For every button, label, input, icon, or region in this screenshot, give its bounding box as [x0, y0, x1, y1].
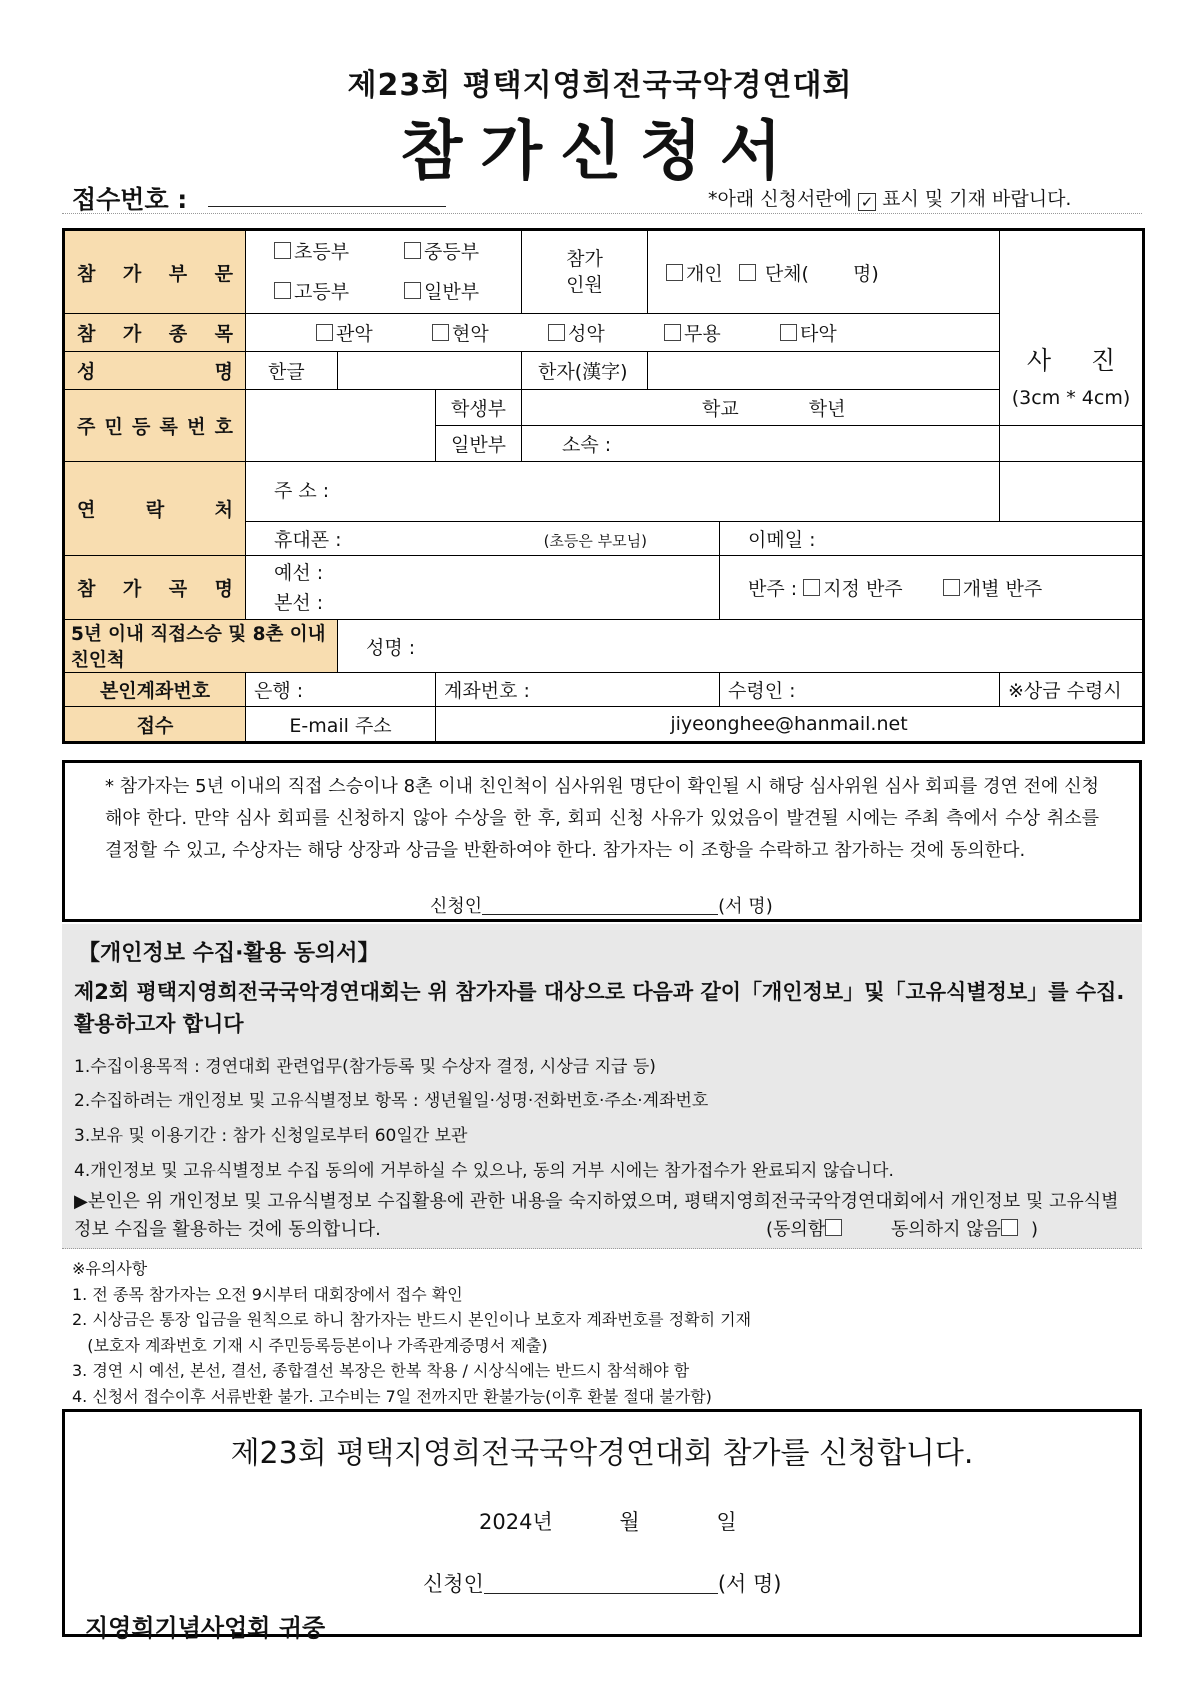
receipt-number-field[interactable] — [208, 206, 446, 207]
checkbox-icon[interactable] — [666, 264, 683, 281]
checkbox-icon[interactable] — [316, 324, 333, 341]
checkmark-icon: ✓ — [858, 193, 876, 211]
privacy-item: 4.개인정보 및 고유식별정보 수집 동의에 거부하실 수 있으나, 동의 거부 시에는 참가접수가 완료되지 않습니다. — [74, 1161, 894, 1181]
relation-name-field[interactable]: 성명 : — [338, 620, 1144, 673]
email-address-link[interactable]: jiyeonghee@hanmail.net — [436, 707, 1144, 743]
checkbox-icon[interactable] — [404, 242, 421, 259]
contact-label: 연 락 처 — [64, 462, 246, 556]
application-signature: 신청인 (서 명) — [423, 1572, 782, 1596]
checkbox-icon[interactable] — [404, 282, 421, 299]
piece-label: 참 가 곡 명 — [64, 556, 246, 620]
account-label: 본인계좌번호 — [64, 673, 246, 707]
division-label-text: 참 가 부 문 — [77, 262, 233, 285]
accomp-individual-option[interactable]: 개별 반주 — [943, 578, 1042, 600]
checkbox-icon[interactable] — [803, 579, 820, 596]
photo-area[interactable] — [1000, 230, 1144, 426]
individual-option[interactable]: 개인 — [666, 263, 723, 285]
group-unit: 명) — [852, 262, 879, 285]
privacy-item: 3.보유 및 이용기간 : 참가 신청일로부터 60일간 보관 — [74, 1126, 468, 1146]
instruction-note: *아래 신청서란에 ✓ 표시 및 기재 바랍니다. — [708, 188, 1072, 211]
name-label: 성 명 — [64, 352, 246, 390]
application-statement-box — [62, 1409, 1142, 1642]
student-label: 학생부 — [436, 390, 522, 426]
piece-fields[interactable] — [246, 556, 720, 620]
privacy-intro: 제2회 평택지영희전국국악경연대회는 위 참가자를 대상으로 다음과 같이「개인정보」및「고유식별정보」를 수집.활용하고자 합니다 — [74, 980, 1125, 1036]
division-options — [246, 230, 522, 314]
agreement-signature-line[interactable] — [482, 896, 718, 915]
checkbox-icon[interactable] — [548, 324, 565, 341]
account-number-field[interactable]: 계좌번호 : — [436, 673, 720, 707]
privacy-item: 2.수집하려는 개인정보 및 고유식별정보 항목 : 생년월일·성명·전화번호·주소·계좌번호 — [74, 1091, 709, 1111]
prize-note: ※상금 수령시 — [1000, 673, 1144, 707]
division-elementary-option[interactable]: 초등부 — [274, 232, 404, 272]
division-high-option[interactable]: 고등부 — [274, 272, 404, 312]
affiliation-field[interactable]: 소속 : — [522, 426, 1000, 462]
receipt-number-label: 접수번호 : — [72, 185, 188, 214]
notice-line: 2. 시상금은 통장 입금을 원칙으로 하니 참가자는 반드시 본인이나 보호자 계좌번호를 정확히 기재 — [72, 1310, 752, 1329]
privacy-item: 1.수집이용목적 : 경연대회 관련업무(참가등록 및 수상자 결정, 시상금 지급 등) — [74, 1057, 656, 1077]
checkbox-icon[interactable] — [432, 324, 449, 341]
accompaniment-options: 반주 : 지정 반주 개별 반주 — [720, 556, 1144, 620]
hanja-name-field[interactable] — [648, 352, 1000, 390]
category-vocal-option[interactable]: 성악 — [548, 319, 664, 346]
final-piece[interactable]: 본선 : — [274, 591, 324, 614]
recipient-field[interactable]: 수령인 : — [720, 673, 1000, 707]
photo-label: 사 진 — [1026, 346, 1132, 375]
checkbox-icon[interactable] — [780, 324, 797, 341]
relation-label: 5년 이내 직접스승 및 8촌 이내 친인척 — [64, 620, 338, 673]
category-wind-option[interactable]: 관악 — [316, 319, 432, 346]
consent-options: (동의함 동의하지 않음 ) — [765, 1219, 1038, 1240]
general-label: 일반부 — [436, 426, 522, 462]
hangul-label: 한글 — [246, 352, 338, 390]
form-subtitle: 제23회 평택지영희전국국악경연대회 — [347, 68, 853, 103]
category-dance-option[interactable]: 무용 — [664, 319, 780, 346]
email-field[interactable]: 이메일 : — [720, 522, 1144, 556]
photo-bottom — [1000, 462, 1144, 522]
rrn-label: 주 민 등 록 번 호 — [64, 390, 246, 462]
notice-line: 4. 신청서 접수이후 서류반환 불가. 고수비는 7일 전까지만 환불가능(이후 환불 절대 불가함) — [72, 1386, 712, 1406]
checkbox-icon[interactable] — [274, 282, 291, 299]
disagree-checkbox-icon[interactable] — [1001, 1219, 1018, 1236]
notice-line: 3. 경연 시 예선, 본선, 결선, 종합결선 복장은 한복 착용 / 시상식에는 반드시 참석해야 함 — [72, 1361, 690, 1380]
bank-field[interactable]: 은행 : — [246, 673, 436, 707]
address-field[interactable]: 주 소 : — [246, 462, 1000, 522]
notice-title: ※유의사항 — [72, 1259, 148, 1278]
notice-line: (보호자 계좌번호 기재 시 주민등록등본이나 가족관계증명서 제출) — [72, 1335, 548, 1355]
participants-label: 참가인원 — [522, 230, 648, 314]
category-options — [246, 314, 1000, 352]
group-option[interactable]: 단체( — [739, 263, 809, 285]
prelim-piece[interactable]: 예선 : — [274, 561, 324, 584]
agree-checkbox-icon[interactable] — [825, 1219, 842, 1236]
application-form-table — [62, 228, 1145, 744]
hanja-label: 한자(漢字) — [522, 352, 648, 390]
category-string-option[interactable]: 현악 — [432, 319, 548, 346]
form-title: 참가신청서 — [400, 115, 800, 189]
category-label: 참 가 종 목 — [64, 314, 246, 352]
reception-label: 접수 — [64, 707, 246, 743]
category-percussion-option[interactable]: 타악 — [780, 323, 837, 345]
notice-line: 1. 전 종목 참가자는 오전 9시부터 대회장에서 접수 확인 — [72, 1284, 463, 1304]
checkbox-icon[interactable] — [274, 242, 291, 259]
division-general-option[interactable]: 일반부 — [404, 281, 479, 303]
mobile-field[interactable]: 휴대폰 : (초등은 부모님) — [246, 522, 720, 556]
privacy-final: ▶본인은 위 개인정보 및 고유식별정보 수집활용에 관한 내용을 숙지하였으며, 평택지영희전국국악경연대회에서 개인정보 및 고유식별정보 수집을 활용하는 것에 동의합니다. (동의함 동의하지 않음 ) — [74, 1188, 1134, 1244]
division-label — [64, 230, 246, 314]
divider — [62, 213, 1142, 214]
school-field[interactable]: 학교 학년 — [522, 390, 1000, 426]
recipient-org: 지영희기념사업회 귀중 — [85, 1614, 326, 1642]
rrn-field[interactable] — [246, 390, 436, 462]
privacy-consent-section — [62, 924, 1142, 1249]
division-middle-option[interactable]: 중등부 — [404, 241, 479, 263]
agreement-signature: 신청인 (서 명) — [430, 896, 773, 917]
application-date[interactable]: 2024년 월 일 — [479, 1510, 737, 1534]
photo-size: (3cm * 4cm) — [1011, 387, 1131, 409]
recusal-agreement-text: * 참가자는 5년 이내의 직접 스승이나 8촌 이내 친인척이 심사위원 명단이 확인될 시 해당 심사위원 심사 회피를 경연 전에 신청해야 한다. 만약 심사 회피를 신청하지 않아 수상을 한 후, 회피 신청 사유가 있었음이 발견될 시에는 주최 측에서 수상 취소를 결정할 수 있고, 수상자는 해당 상장과 상금을 반환하여야 한다. 참가자는 이 조항을 수락하고 참가하는 것에 동의한다. — [105, 776, 1099, 861]
accomp-designated-option[interactable]: 지정 반주 — [803, 578, 902, 600]
checkbox-icon[interactable] — [739, 264, 756, 281]
application-statement: 제23회 평택지영희전국국악경연대회 참가를 신청합니다. — [230, 1436, 974, 1471]
notice-section — [72, 1256, 751, 1409]
checkbox-icon[interactable] — [943, 579, 960, 596]
application-signature-line[interactable] — [484, 1573, 718, 1594]
email-address-label: E-mail 주소 — [246, 707, 436, 743]
participants-options — [648, 230, 1000, 314]
checkbox-icon[interactable] — [664, 324, 681, 341]
parent-note: (초등은 부모님) — [543, 532, 647, 550]
privacy-heading: 【개인정보 수집·활용 동의서】 — [78, 941, 380, 966]
hangul-name-field[interactable] — [338, 352, 522, 390]
